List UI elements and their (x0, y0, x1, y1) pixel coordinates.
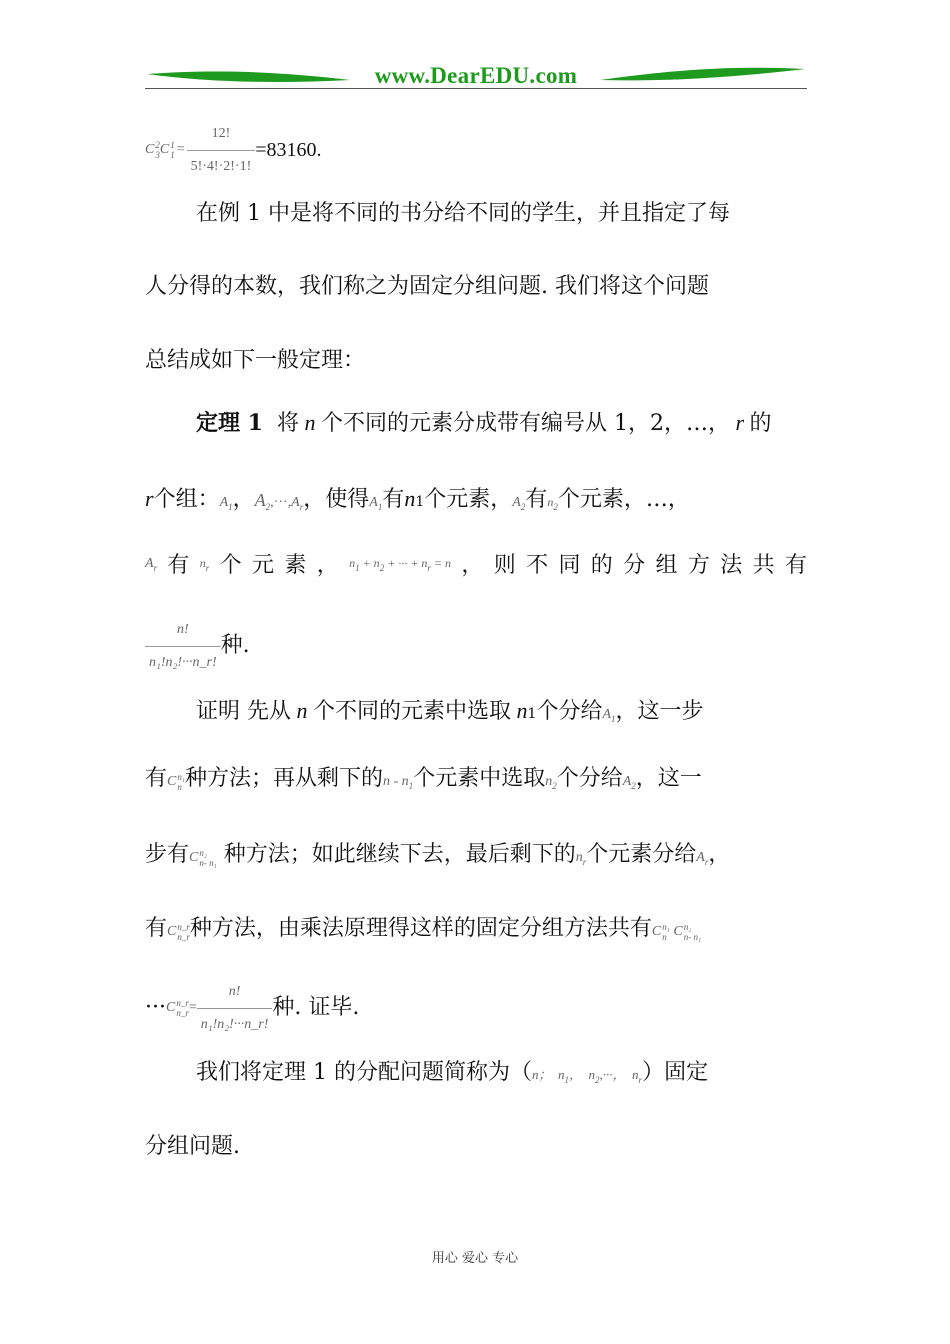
proof-line: 步有C n₂ n- n₁ 种方法；如此继续下去，最后剩下的$n_r$个元素分给$A_r$， (145, 842, 731, 868)
paragraph-line: 总结成如下一般定理： (145, 348, 366, 373)
tuple-notation: n； $n_1$， $n_2,\cdot\cdot\cdot$， $n_r$ (532, 1067, 643, 1085)
sum-equation: $n_1 + n_2$ + ··· + $n_r = n$ (349, 556, 452, 573)
fraction: $\frac{n!}{\text{n₁!n₂!···n\_r!}}$ (197, 977, 273, 1040)
formula-line: C 2 3 C 1 1 = $\frac{12!}{5!\cdot 4!\cdot 2!\cdot 1!}$ =83160. (145, 130, 807, 170)
paragraph-line: 分组问题. (145, 1134, 240, 1159)
proof-line: ··· C n_r n_r = $\frac{n!}{\text{n₁!n₂!···n\_r!}}$ 种. 证毕. (145, 984, 807, 1032)
proof-line: 有C n_r n_r 种方法，由乘法原理得这样的固定分组方法共有C n₁ n C n₂ n- n₁ (145, 916, 702, 942)
fraction: $\frac{n!}{\text{n₁!n₂!···n\_r!}}$ (145, 615, 221, 678)
result-text: =83160. (255, 139, 322, 161)
site-name: www.DearEDU.com (374, 63, 578, 88)
proof-line: 有C n₁ n 种方法；再从剩下的n - $n_1$个元素中选取$n_2$个分给$A_2$，这一 (145, 766, 702, 792)
page-footer: 用心 爱心 专心 (431, 1251, 519, 1266)
theorem-line: r个组：$A_1$，$A_2,\cdot\cdot\cdot,A_r$，使得$A_1$有n1个元素，$A_2$有$n_2$个元素，…， (145, 486, 690, 512)
theorem-label: 定理 1 (196, 410, 263, 436)
paragraph-line: 我们将定理 1 的分配问题简称为（n； $n_1$， $n_2,\cdot\cdot\cdot$， $n_r$）固定 (196, 1060, 709, 1085)
fraction: $\frac{12!}{5!\cdot 4!\cdot 2!\cdot 1!}$ (187, 119, 256, 182)
combination-expression: C 2 3 C 1 1 (145, 139, 175, 160)
paragraph-line: 在例 1 中是将不同的书分给不同的学生，并且指定了每 (196, 201, 730, 226)
paragraph-line: 人分得的本数，我们称之为固定分组问题. 我们将这个问题 (145, 274, 709, 299)
theorem-line: $A_r$ 有 $n_r$ 个 元 素 ， $n_1 + n_2$ + ··· + $n_r = n$ ， 则 不 同 的 分 组 方 法 共 有 (145, 548, 807, 583)
theorem-line: $\frac{n!}{\text{n₁!n₂!···n\_r!}}$ 种. (145, 622, 807, 670)
header-rule (145, 88, 807, 89)
theorem-line: 定理 1 将 n 个不同的元素分成带有编号从 1，2，…， r 的 (196, 410, 772, 436)
proof-line: 证明 先从 n 个不同的元素中选取 n1个分给$A_1$，这一步 (196, 698, 704, 724)
